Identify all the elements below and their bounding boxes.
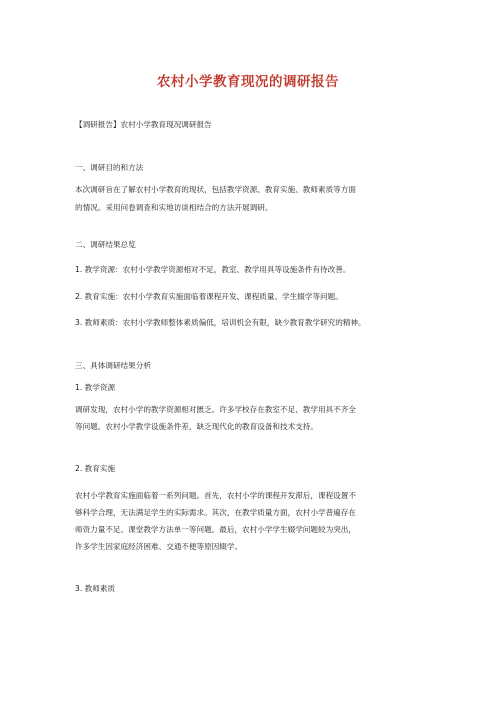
section-1-paragraph-line-2: 的情况。采用问卷调查和实地访谈相结合的方法开展调研。 [75, 203, 273, 212]
section-1-paragraph-line-1: 本次调研旨在了解农村小学教育的现状，包括教学资源、教育实施、教师素质等方面 [75, 185, 356, 194]
section-3-sub-2-line-4: 许多学生因家庭经济困难、交通不便等原因辍学。 [75, 542, 243, 551]
section-3-sub-1-line-2: 等问题。农村小学教学设施条件差，缺乏现代化的教育设备和技术支持。 [75, 422, 318, 431]
report-subtitle: 【调研报告】农村小学教育现况调研报告 [75, 120, 212, 129]
section-3-heading: 三、具体调研结果分析 [75, 361, 151, 370]
section-3-sub-2-line-3: 师资力量不足、课堂教学方法单一等问题。最后，农村小学学生辍学问题较为突出， [75, 525, 356, 534]
section-1-heading: 一、调研目的和方法 [75, 163, 144, 172]
section-3-sub-3-heading: 3. 教师素质 [75, 584, 116, 593]
section-2-item-2: 2. 教育实施：农村小学教育实施面临着课程开发、课程质量、学生辍学等问题。 [75, 292, 343, 301]
section-2-item-1: 1. 教学资源：农村小学教学资源相对不足，教室、教学用具等设施条件有待改善。 [75, 265, 351, 274]
section-3-sub-1-line-1: 调研发现，农村小学的教学资源相对匮乏。许多学校存在教室不足、教学用具不齐全 [75, 405, 356, 414]
section-3-sub-2-line-2: 够科学合理，无法满足学生的实际需求。其次，在教学质量方面，农村小学普遍存在 [75, 508, 356, 517]
section-3-sub-2-heading: 2. 教育实施 [75, 464, 116, 473]
section-3-sub-2-line-1: 农村小学教育实施面临着一系列问题。首先，农村小学的课程开发滞后，课程设置不 [75, 491, 356, 500]
section-2-heading: 二、调研结果总览 [75, 240, 136, 249]
section-3-sub-1-heading: 1. 教学资源 [75, 383, 116, 392]
section-2-item-3: 3. 教师素质：农村小学教师整体素质偏低，培训机会有限，缺少教育教学研究的精神。 [75, 318, 366, 327]
document-title: 农村小学教育现况的调研报告 [157, 74, 339, 90]
